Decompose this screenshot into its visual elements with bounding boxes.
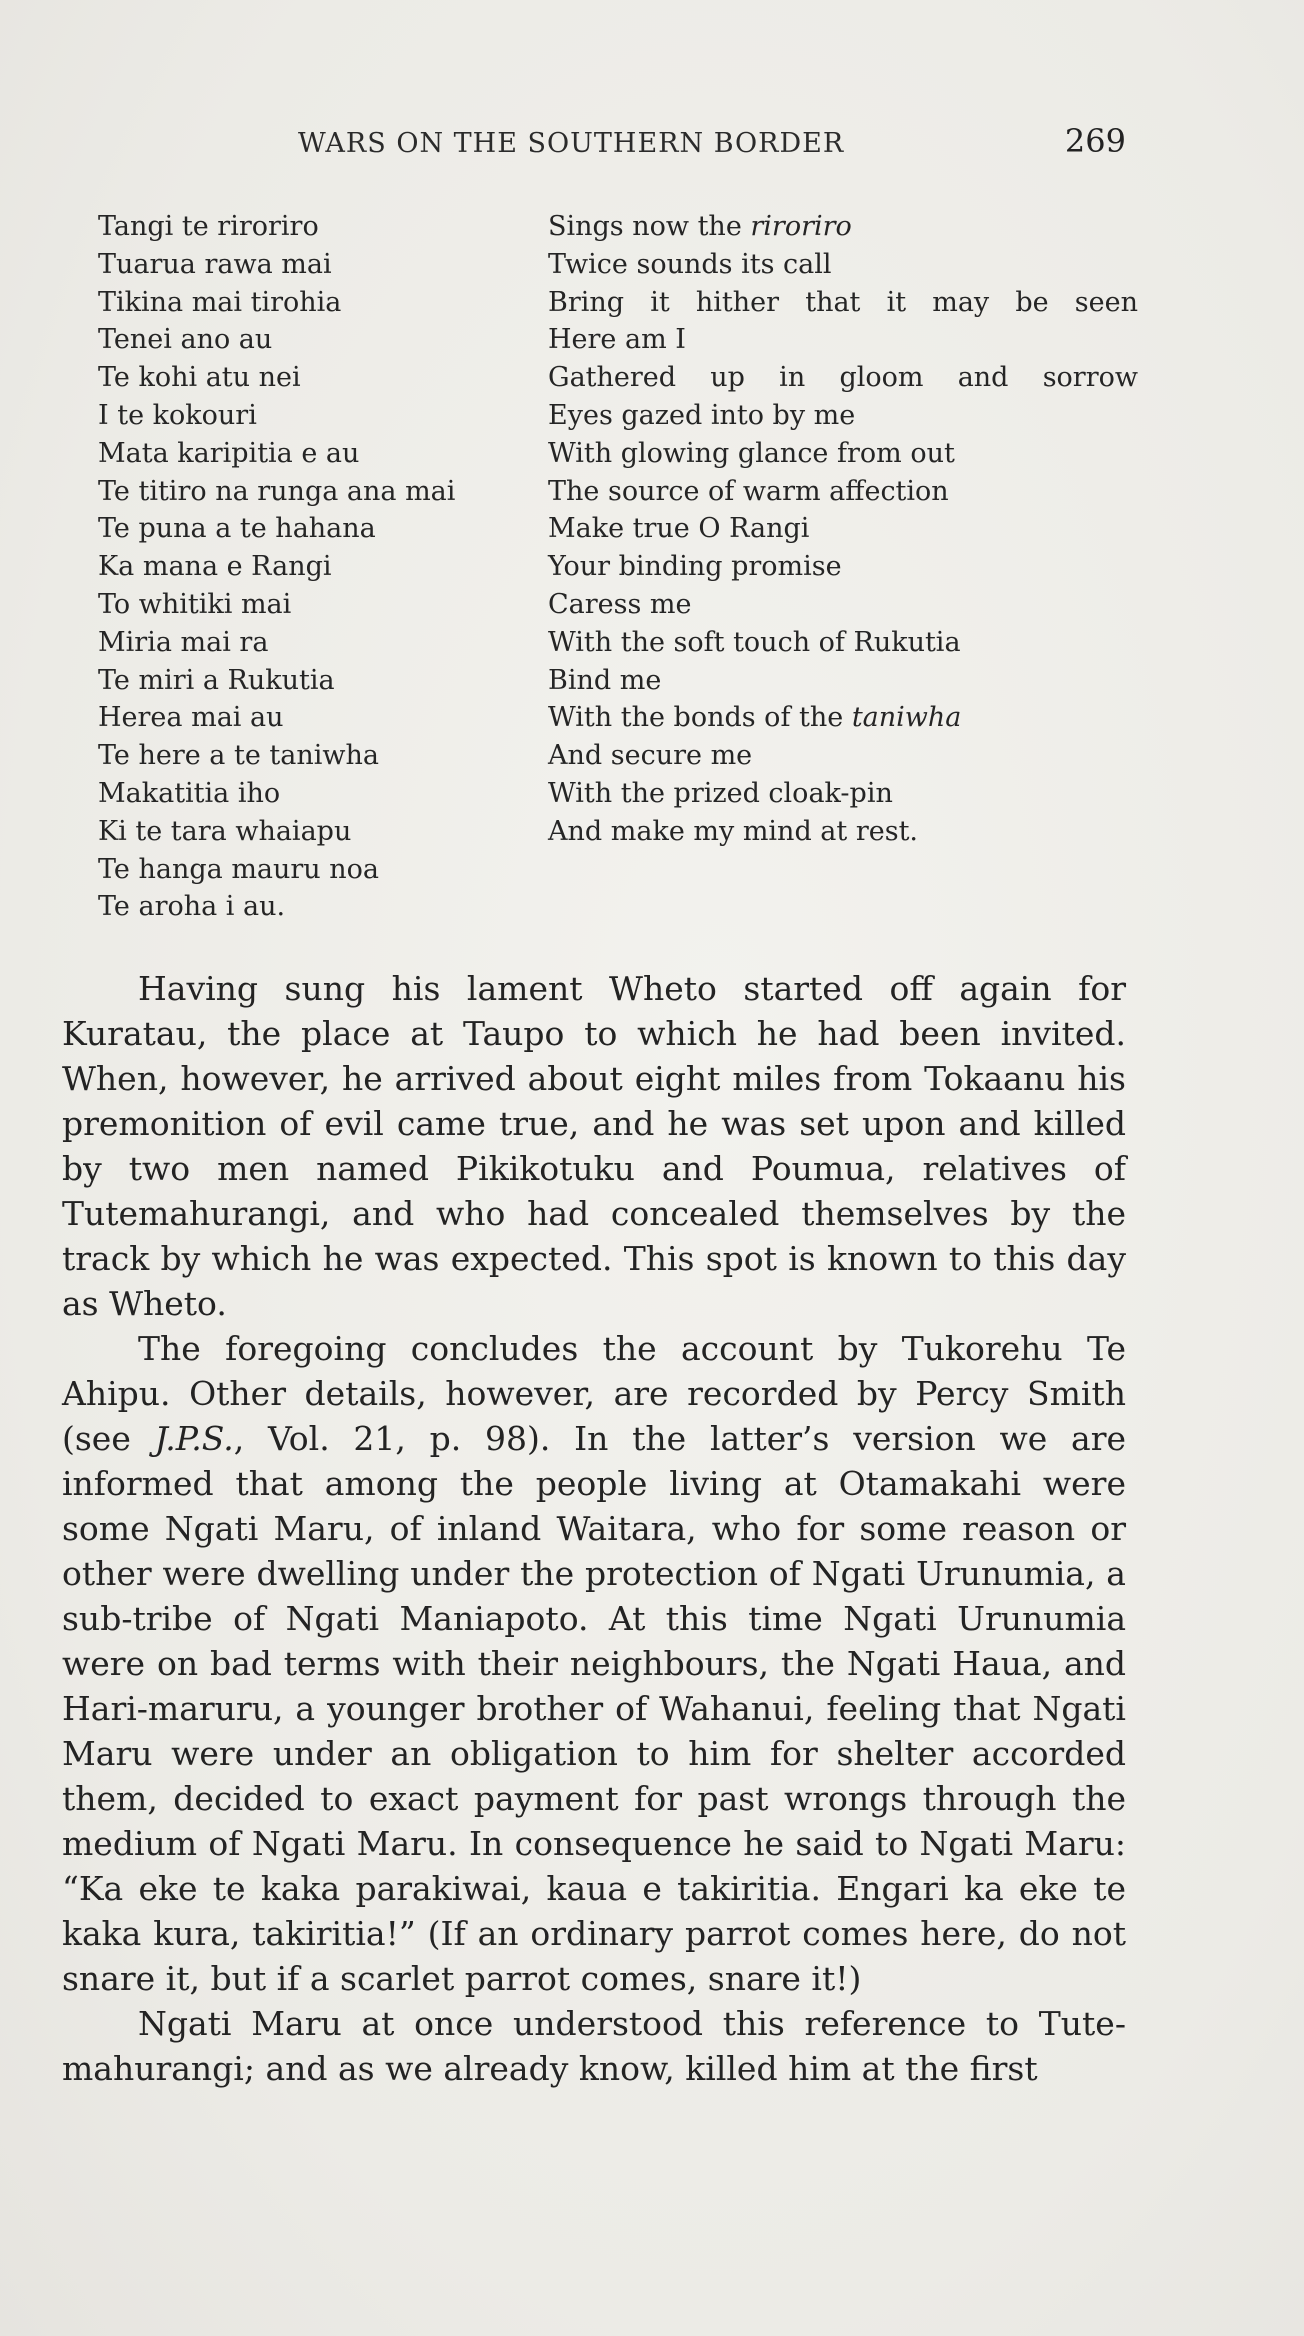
poem-maori-column [98, 208, 538, 926]
paragraph-ngati-maru: Ngati Maru at once understood this reference to Tutemahurangi; and as we already know, killed him at the first [62, 2004, 1126, 2088]
poem-english-line: Your binding promise [548, 551, 842, 583]
poem-english-line: With the bonds of the taniwha [548, 702, 962, 734]
poem-maori-line: Mata karipitia e au [98, 437, 360, 469]
poem-maori-line: Te titiro na runga ana mai [98, 475, 456, 507]
poem-english-line: And secure me [548, 740, 753, 772]
body-text [62, 966, 1126, 2091]
poem-maori-line: Te miri a Rukutia [98, 664, 335, 696]
poem-maori-line: Miria mai ra [98, 626, 269, 658]
paragraph-percy-smith-account: The foregoing concludes the account by Tukorehu Te Ahipu. Other details, however, are recorded by Percy Smith (see J.P.S., Vol. 21, p. 98). In the latter’s version we are informed that among the people living at Otamakahi were some Ngati Maru, of inland Waitara, who for some reason or other were dwelling under the protection of Ngati Urunumia, a sub-tribe of Ngati Maniapoto. At this time Ngati Urunumia were on bad terms with their neighbours, the Ngati Haua, and Hari-maruru, a younger brother of Wahanui, feeling that Ngati Maru were under an obligation to him for shelter accorded them, decided to exact payment for past wrongs through the medium of Ngati Maru. In consequence he said to Ngati Maru: “Ka eke te kaka parakiwai, kaua e takiritia. Engari ka eke te kaka kura, takiritia!” (If an ordinary parrot comes here, do not snare it, but if a scarlet parrot comes, snare it!) [62, 1329, 1127, 1998]
poem-maori-line: Te aroha i au. [98, 891, 286, 923]
poem-maori-line: Tuarua rawa mai [98, 248, 332, 280]
poem-maori-line: Te kohi atu nei [98, 362, 301, 394]
running-head: WARS ON THE SOUTHERN BORDER [298, 128, 845, 159]
poem-maori-line: Tikina mai tirohia [98, 286, 342, 318]
poem-english-line: With the soft touch of Rukutia [548, 626, 961, 658]
poem-english-line: Eyes gazed into by me [548, 399, 856, 431]
poem-maori-line: Makatitia iho [98, 777, 281, 809]
poem-english-line: Caress me [548, 588, 692, 620]
poem-maori-line: Te puna a te hahana [98, 513, 376, 545]
poem-english-line: Gathered up in gloom and sorrow [548, 362, 1138, 394]
poem-english-line: Make true O Rangi [548, 513, 810, 545]
poem-english-column [548, 208, 1138, 851]
paragraph-wheto-killed: Having sung his lament Wheto started off again for Kuratau, the place at Taupo to which he had been invited. When, however, he arrived about eight miles from Tokaanu his premonition of evil came true, and he was set upon and killed by two men named Pikikotuku and Poumua, relatives of Tutemahurangi, and who had concealed themselves by the track by which he was expected. This spot is known to this day as Wheto. [62, 969, 1126, 1323]
poem-english-line: And make my mind at rest. [548, 815, 919, 847]
poem-english-line: Here am I [548, 324, 686, 356]
poem-english-line: With glowing glance from out [548, 437, 955, 469]
poem-maori-line: Herea mai au [98, 702, 284, 734]
poem-english-line: Twice sounds its call [548, 248, 832, 280]
poem-maori-line: Ka mana e Rangi [98, 551, 332, 583]
poem-maori-line: To whitiki mai [98, 588, 292, 620]
page-header [60, 122, 1126, 170]
poem-maori-line: Te here a te taniwha [98, 740, 379, 772]
poem-english-line: Bind me [548, 664, 662, 696]
poem-english-line: Sings now the riroriro [548, 211, 852, 242]
poem-maori-line: Tangi te riroriro [98, 211, 319, 242]
page-number: 269 [1064, 122, 1126, 160]
poem-english-line: With the prized cloak-pin [548, 777, 893, 809]
poem-maori-line: I te kokouri [98, 399, 257, 431]
poem-maori-line: Ki te tara whaiapu [98, 815, 352, 847]
poem-maori-line: Tenei ano au [98, 324, 273, 356]
poem-english-line: The source of warm affection [548, 475, 949, 507]
poem-maori-line: Te hanga mauru noa [98, 853, 380, 885]
poem-english-line: Bring it hither that it may be seen [548, 286, 1138, 318]
